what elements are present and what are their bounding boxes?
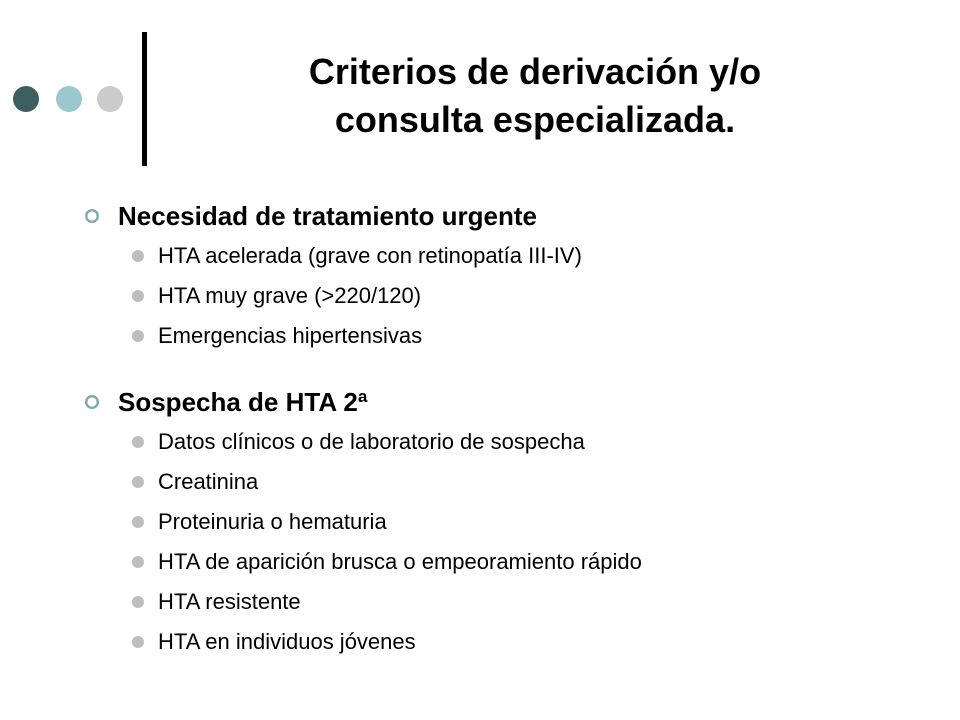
slide-title (160, 48, 910, 144)
disc-bullet-icon (132, 636, 144, 648)
section-heading-text: Necesidad de tratamiento urgente (118, 201, 537, 231)
list-item (80, 276, 940, 316)
gray-dot-icon (97, 86, 123, 112)
disc-bullet-icon (132, 516, 144, 528)
list-item (80, 462, 940, 502)
list-item-text: Creatinina (158, 469, 259, 494)
list-item-text: HTA muy grave (>220/120) (158, 283, 422, 308)
slide-title-line-1: Criterios de derivación y/o (308, 51, 762, 92)
ring-bullet-icon (84, 394, 100, 410)
disc-bullet-icon (132, 556, 144, 568)
ring-bullet-icon (84, 208, 100, 224)
decorative-dots (13, 84, 125, 114)
list-item-text: Datos clínicos o de laboratorio de sospecha (158, 429, 585, 454)
disc-bullet-icon (132, 596, 144, 608)
title-divider (142, 32, 147, 166)
section-heading (80, 382, 940, 422)
list-item-text: Proteinuria o hematuria (158, 509, 387, 534)
list-item (80, 542, 940, 582)
list-item (80, 622, 940, 662)
slide-content (80, 196, 940, 662)
list-item (80, 316, 940, 356)
teal-dot-icon (56, 86, 82, 112)
list-item-text: HTA en individuos jóvenes (158, 629, 416, 654)
list-item-text: HTA de aparición brusca o empeoramiento rápido (158, 549, 642, 574)
section-item-list (80, 236, 940, 356)
disc-bullet-icon (132, 476, 144, 488)
dark-dot-icon (13, 86, 39, 112)
section-heading (80, 196, 940, 236)
disc-bullet-icon (132, 250, 144, 262)
section-urgent-treatment (80, 196, 940, 356)
list-item-text: HTA resistente (158, 589, 301, 614)
list-item (80, 502, 940, 542)
disc-bullet-icon (132, 436, 144, 448)
list-item (80, 422, 940, 462)
disc-bullet-icon (132, 290, 144, 302)
list-item (80, 582, 940, 622)
disc-bullet-icon (132, 330, 144, 342)
list-item (80, 236, 940, 276)
section-suspected-secondary-hta (80, 382, 940, 662)
section-item-list (80, 422, 940, 662)
section-heading-text: Sospecha de HTA 2ª (118, 387, 368, 417)
list-item-text: Emergencias hipertensivas (158, 323, 423, 348)
slide-title-line-2: consulta especializada. (334, 99, 736, 140)
list-item-text: HTA acelerada (grave con retinopatía III-IV) (158, 243, 582, 268)
